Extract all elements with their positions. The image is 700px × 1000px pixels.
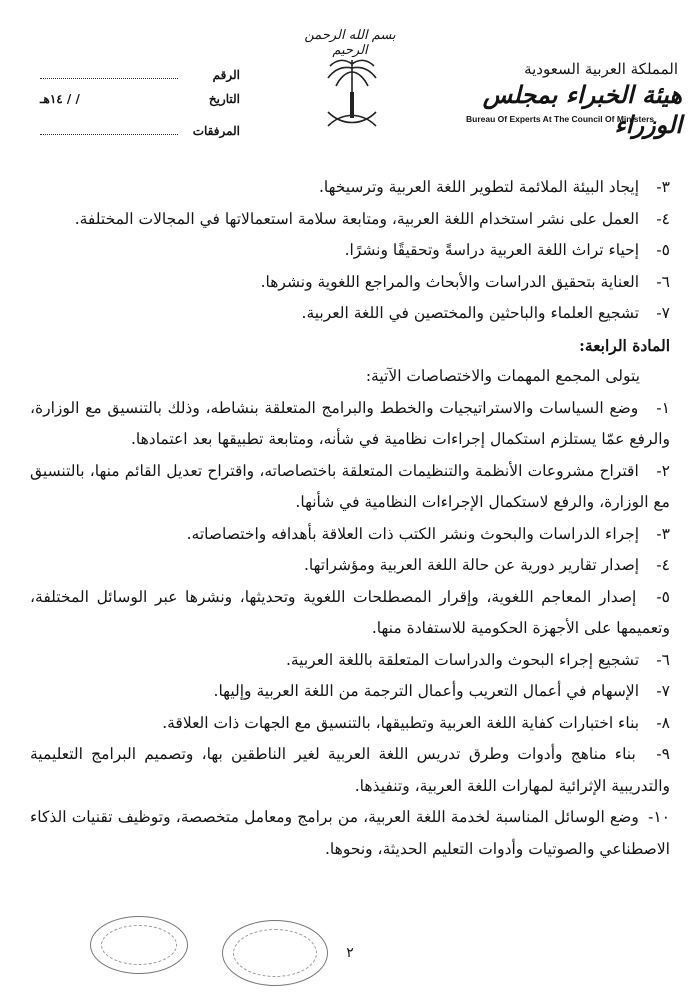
list-item	[30, 298, 670, 330]
reference-fields	[40, 64, 240, 148]
date-value: / / ١٤هـ	[40, 92, 80, 106]
item-number: ٢-	[656, 461, 670, 480]
item-text: وضع الوسائل المناسبة لخدمة اللغة العربية، من برامج ومعامل متخصصة، وتوظيف تقنيات الذكاء الاصطناعي والصوتيات وأدوات التعليم الحديثة، ونحوها.	[30, 808, 670, 858]
bureau-name-english: Bureau Of Experts At The Council Of Ministers	[466, 114, 655, 124]
item-text: العناية بتحقيق الدراسات والأبحاث والمراجع اللغوية ونشرها.	[260, 272, 640, 291]
item-number: ٣-	[656, 524, 670, 543]
item-number: ٨-	[656, 713, 670, 732]
item-number: ٧-	[656, 304, 670, 322]
list-item	[30, 739, 670, 802]
item-text: تشجيع العلماء والباحثين والمختصين في اللغة العربية.	[301, 304, 640, 322]
item-number: ٧-	[656, 682, 670, 700]
item-number: ٤-	[656, 209, 670, 228]
stamp-ring	[101, 925, 177, 965]
list-item	[30, 645, 670, 677]
list-item	[30, 708, 670, 740]
item-text: بناء اختبارات كفاية اللغة العربية وتطبيقها، بالتنسيق مع الجهات ذات العلاقة.	[162, 713, 640, 732]
item-text: الإسهام في أعمال التعريب وأعمال الترجمة من اللغة العربية وإليها.	[213, 682, 640, 700]
attachments-label: المرفقات	[192, 124, 240, 138]
item-text: إحياء تراث اللغة العربية دراسةً وتحقيقًا ونشرًا.	[344, 241, 640, 259]
item-number: ٤-	[656, 556, 670, 574]
item-number: ١٠-	[648, 808, 670, 826]
official-stamp	[90, 916, 188, 974]
item-text: وضع السياسات والاستراتيجيات والخطط والبرامج المتعلقة بنشاطه، وذلك بالتنسيق مع الوزارة، والرفع عمّا يستلزم استكمال إجراءات نظامية في شأنه، ومتابعة تطبيقها بعد اعتمادها.	[30, 398, 670, 448]
list-item	[30, 456, 670, 519]
item-number: ٥-	[656, 241, 670, 259]
article-heading: المادة الرابعة:	[579, 335, 670, 355]
ref-number-label: الرقم	[212, 68, 240, 82]
item-number: ٦-	[656, 650, 670, 669]
saudi-emblem-icon	[322, 52, 382, 140]
org-name-arabic: المملكة العربية السعودية	[524, 60, 678, 78]
item-text: إجراء الدراسات والبحوث ونشر الكتب ذات العلاقة بأهدافه واختصاصاته.	[186, 524, 640, 543]
list-item	[30, 676, 670, 708]
item-text: إصدار تقارير دورية عن حالة اللغة العربية ومؤشراتها.	[304, 556, 640, 574]
list-item	[30, 582, 670, 645]
bureau-name-arabic: هيئة الخبراء بمجلس الوزراء	[482, 80, 682, 139]
list-item	[30, 267, 670, 299]
attachments-row	[40, 120, 240, 148]
item-text: إصدار المعاجم اللغوية، وإقرار المصطلحات اللغوية وتحديثها، ونشرها عبر الوسائل المختلفة، وتعميمها على الأجهزة الحكومية للاستفادة منها.	[30, 587, 670, 637]
item-number: ٦-	[656, 272, 670, 291]
attachments-line	[40, 120, 178, 135]
stamp-ring	[233, 929, 317, 977]
official-stamp	[222, 920, 328, 986]
list-item	[30, 204, 670, 236]
item-number: ٣-	[656, 178, 670, 196]
page-number: ٢	[346, 945, 354, 961]
list-item	[30, 519, 670, 551]
list-item	[30, 172, 670, 204]
ref-number-line	[40, 64, 178, 79]
bismillah: بسم الله الرحمن الرحيم	[304, 28, 396, 58]
item-text: بناء مناهج وأدوات وطرق تدريس اللغة العربية لغير الناطقين بها، وتصميم البرامج التعليمية والتدريبية الإثرائية لمهارات اللغة العربية، وتنفيذها.	[30, 745, 670, 795]
document-body	[30, 172, 670, 865]
date-label: التاريخ	[208, 92, 240, 106]
ref-number-row	[40, 64, 240, 92]
list-item	[30, 235, 670, 267]
item-text: اقتراح مشروعات الأنظمة والتنظيمات المتعلقة باختصاصاته، واقتراح تعديل القائم منها، بالتنسيق مع الوزارة، والرفع لاستكمال الإجراءات النظامية في شأنها.	[30, 461, 670, 511]
article-intro: يتولى المجمع المهمات والاختصاصات الآتية:	[365, 367, 640, 385]
item-text: العمل على نشر استخدام اللغة العربية، ومتابعة سلامة استعمالاتها في المجالات المختلفة.	[74, 209, 640, 228]
item-text: إيجاد البيئة الملائمة لتطوير اللغة العربية وترسيخها.	[318, 178, 640, 196]
list-item	[30, 550, 670, 582]
item-number: ١-	[656, 398, 670, 417]
item-text: تشجيع إجراء البحوث والدراسات المتعلقة باللغة العربية.	[285, 650, 640, 669]
list-item	[30, 802, 670, 865]
list-item	[30, 393, 670, 456]
item-number: ٥-	[656, 587, 670, 606]
item-number: ٩-	[656, 745, 670, 763]
date-row	[40, 92, 240, 120]
